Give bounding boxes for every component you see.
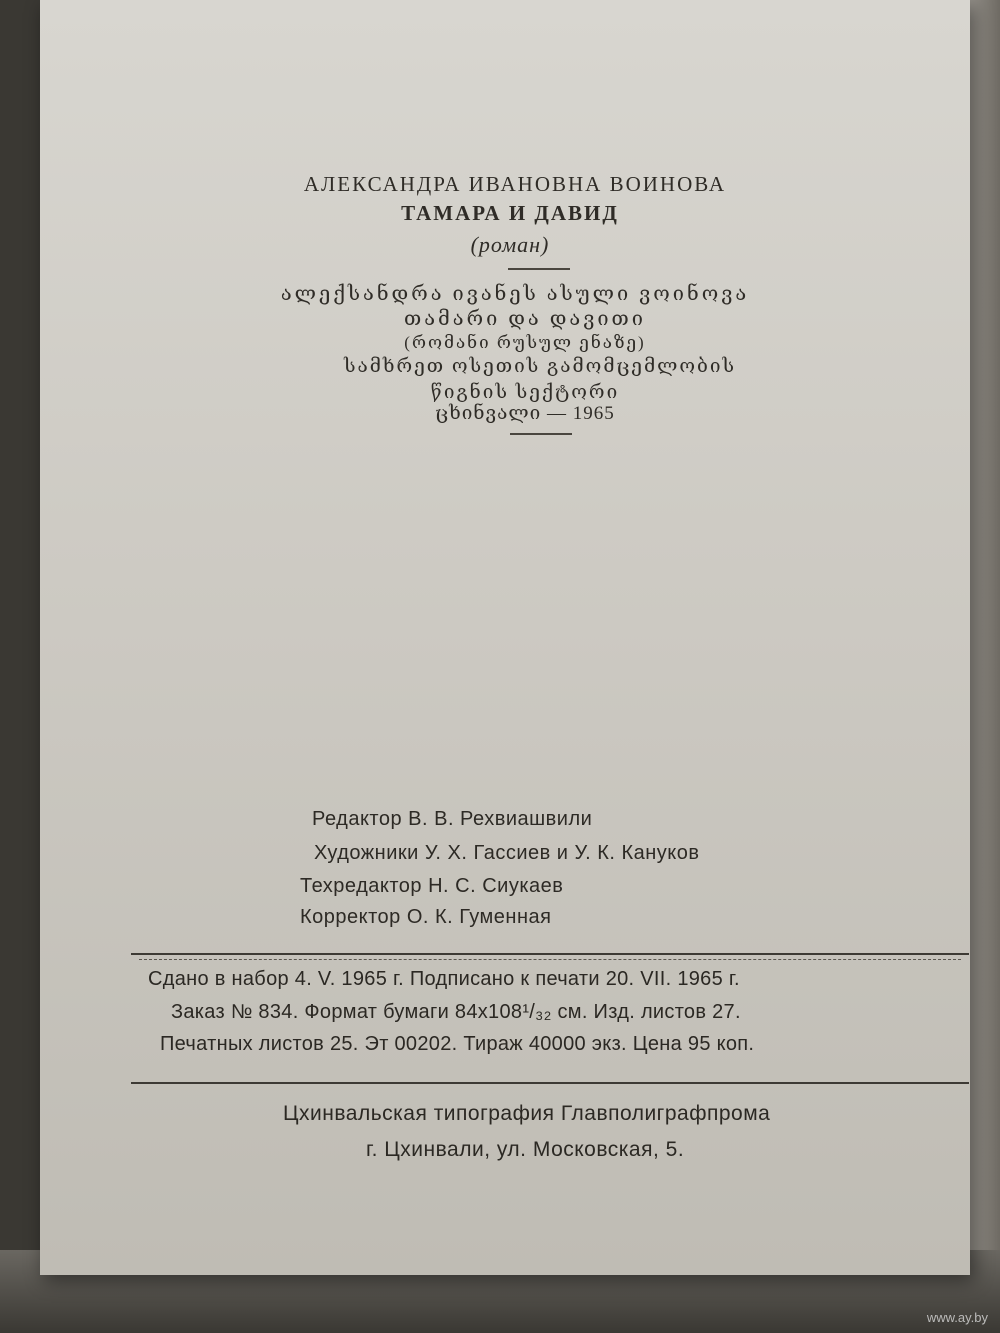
watermark: www.ay.by — [926, 1310, 988, 1325]
divider-rule-top — [508, 268, 570, 270]
book-genre: (роман) — [470, 232, 550, 257]
georgian-author: ალექსანდრა ივანეს ასული ვოინოვა — [280, 283, 750, 305]
credit-proofreader: Корректор О. К. Гуменная — [300, 906, 552, 928]
imprint-line-2: Заказ № 834. Формат бумаги 84х108¹/₃₂ см. Изд. листов 27. — [171, 1001, 741, 1023]
credit-tech-editor: Техредактор Н. С. Сиукаев — [300, 875, 564, 897]
book-title: ТАМАРА И ДАВИД — [401, 201, 619, 225]
printer-name: Цхинвальская типография Главполиграфпрома — [283, 1102, 771, 1125]
georgian-title: თამარი და დავითი — [404, 308, 646, 330]
georgian-genre: (რომანი რუსულ ენაზე) — [404, 333, 646, 352]
divider-rule-bottom — [510, 433, 572, 435]
printer-address: г. Цхинвали, ул. Московская, 5. — [366, 1138, 685, 1161]
imprint-line-1: Сдано в набор 4. V. 1965 г. Подписано к печати 20. VII. 1965 г. — [148, 968, 740, 990]
georgian-sector: წიგნის სექტორი — [430, 382, 620, 403]
credit-artists: Художники У. Х. Гассиев и У. К. Кануков — [314, 842, 700, 864]
credit-editor: Редактор В. В. Рехвиашвили — [312, 808, 593, 830]
imprint-line-3: Печатных листов 25. Эт 00202. Тираж 40000 экз. Цена 95 коп. — [160, 1033, 755, 1055]
georgian-publisher: სამხრეთ ოსეთის გამომცემლობის — [343, 356, 737, 377]
author-name: АЛЕКСАНДРА ИВАНОВНА ВОИНОВА — [303, 172, 727, 196]
imprint-inner-rule — [139, 959, 961, 961]
imprint-box — [131, 953, 969, 1084]
georgian-city-year: ცხინვალი — 1965 — [435, 403, 615, 424]
